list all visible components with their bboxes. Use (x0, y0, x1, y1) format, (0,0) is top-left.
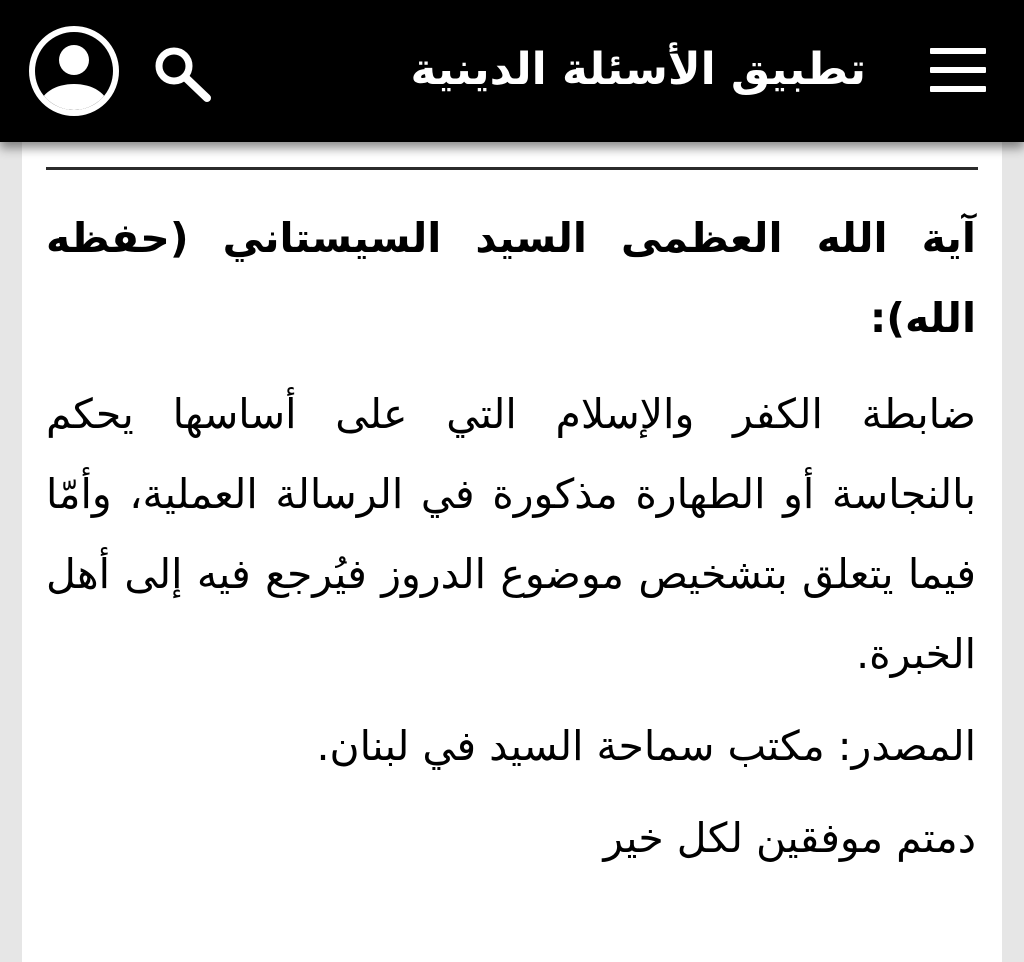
menu-button[interactable] (924, 42, 992, 98)
profile-button[interactable] (24, 26, 124, 116)
menu-icon (930, 48, 986, 54)
app-bar (0, 0, 1024, 142)
search-icon (148, 40, 216, 104)
ruling-text: ضابطة الكفر والإسلام التي على أساسها يحكم بالنجاسة أو الطهارة مذكورة في الرسالة العملية، وأمّا فيما يتعلق بتشخيص موضوع الدروز فيُرجع فيه إلى أهل الخبرة. (46, 390, 976, 678)
answer-content (46, 198, 976, 878)
scholar-heading: آية الله العظمى السيد السيستاني (حفظه الله): (46, 214, 976, 342)
closing-text: دمتم موفقين لكل خير (603, 814, 976, 862)
answer-card (22, 142, 1002, 962)
search-button[interactable] (148, 40, 216, 104)
divider (46, 167, 978, 170)
app-title: تطبيق الأسئلة الدينية (410, 44, 866, 95)
account-circle-icon (24, 26, 124, 116)
source-text: المصدر: مكتب سماحة السيد في لبنان. (316, 722, 976, 770)
